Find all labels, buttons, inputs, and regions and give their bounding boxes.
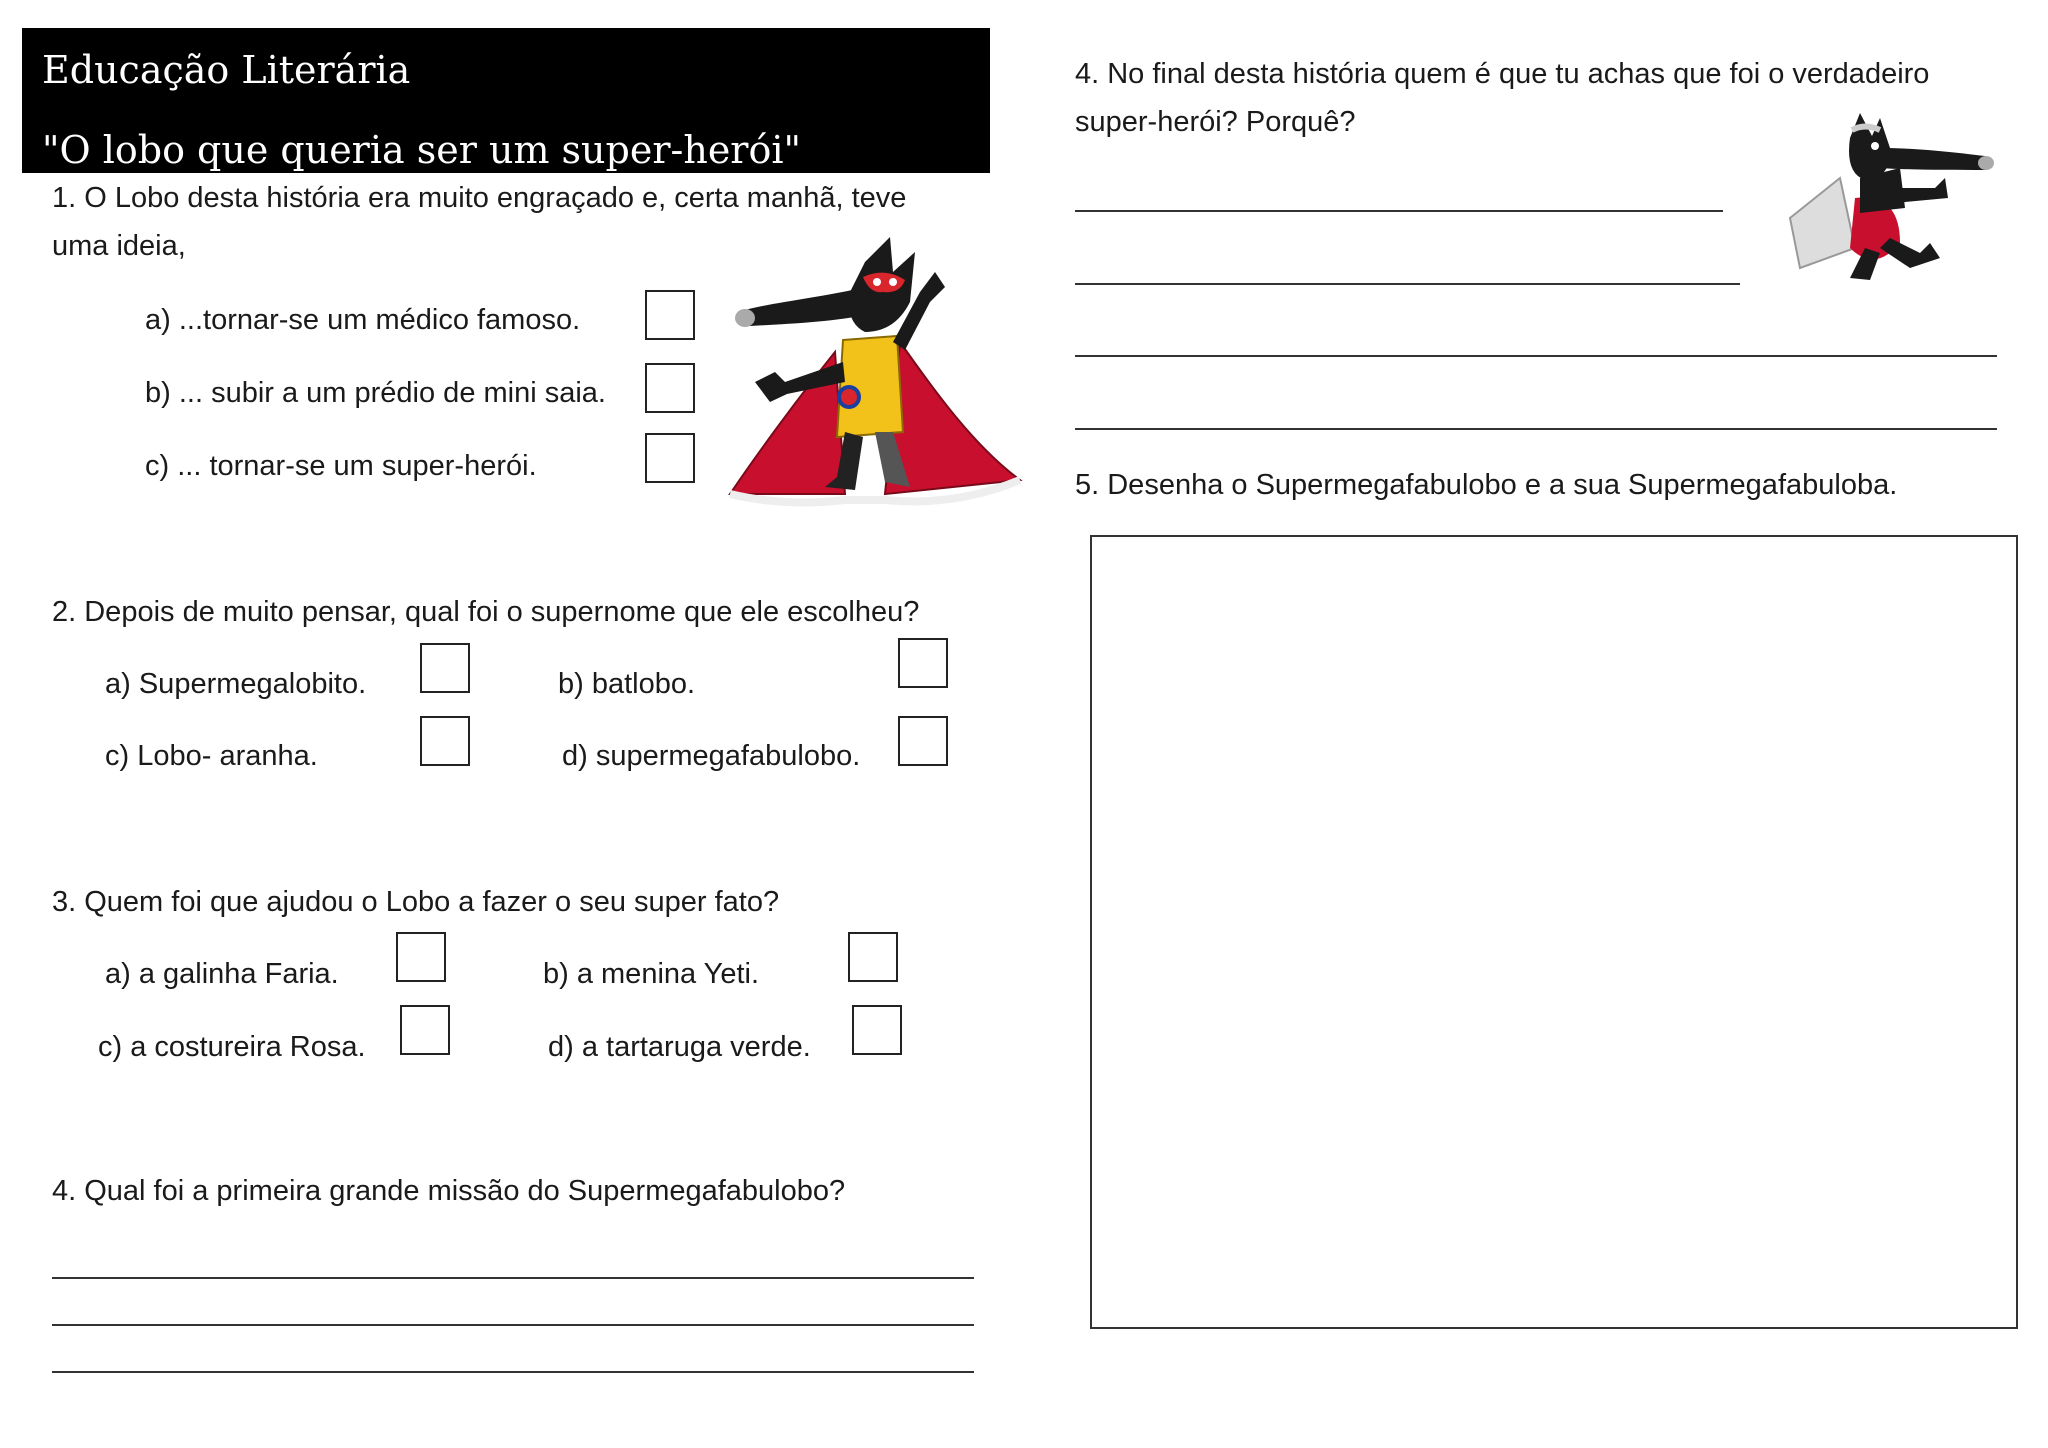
q4-hero-answer-line-2[interactable] [1075, 283, 1740, 285]
q2-checkbox-a[interactable] [420, 643, 470, 693]
q5-question: 5. Desenha o Supermegafabulobo e a sua Supermegafabuloba. [1075, 469, 1898, 501]
q1-option-a: a) ...tornar-se um médico famoso. [145, 304, 581, 336]
q2-checkbox-c[interactable] [420, 716, 470, 766]
q4-hero-question-line1: 4. No final desta história quem é que tu achas que foi o verdadeiro [1075, 58, 1930, 90]
q2-option-a: a) Supermegalobito. [105, 668, 367, 700]
story-title: "O lobo que queria ser um super-herói" [42, 128, 801, 172]
q3-checkbox-c[interactable] [400, 1005, 450, 1055]
q4-hero-question-line2: super-herói? Porquê? [1075, 106, 1356, 138]
q1-text-line2: uma ideia, [52, 230, 186, 262]
q2-option-d: d) supermegafabulobo. [562, 740, 861, 772]
q1-option-c: c) ... tornar-se um super-herói. [145, 450, 537, 482]
drawing-area[interactable] [1090, 535, 2018, 1329]
title-banner [22, 28, 990, 173]
q3-option-b: b) a menina Yeti. [543, 958, 760, 990]
q3-question: 3. Quem foi que ajudou o Lobo a fazer o seu super fato? [52, 886, 780, 918]
q2-checkbox-d[interactable] [898, 716, 948, 766]
q4-mission-question: 4. Qual foi a primeira grande missão do Supermegafabulobo? [52, 1175, 846, 1207]
q3-checkbox-b[interactable] [848, 932, 898, 982]
q4-hero-answer-line-3[interactable] [1075, 355, 1997, 357]
q3-checkbox-a[interactable] [396, 932, 446, 982]
q1-checkbox-c[interactable] [645, 433, 695, 483]
q4-answer-line-3[interactable] [52, 1371, 974, 1373]
q4-answer-line-2[interactable] [52, 1324, 974, 1326]
q2-option-b: b) batlobo. [558, 668, 696, 700]
q2-checkbox-b[interactable] [898, 638, 948, 688]
q4-hero-answer-line-1[interactable] [1075, 210, 1723, 212]
q1-option-b: b) ... subir a um prédio de mini saia. [145, 377, 606, 409]
q1-checkbox-b[interactable] [645, 363, 695, 413]
running-wolf-illustration [1780, 108, 2000, 283]
q3-checkbox-d[interactable] [852, 1005, 902, 1055]
q2-option-c: c) Lobo- aranha. [105, 740, 318, 772]
q1-text-line1: 1. O Lobo desta história era muito engraçado e, certa manhã, teve [52, 182, 907, 214]
q3-option-a: a) a galinha Faria. [105, 958, 339, 990]
superhero-wolf-illustration [725, 232, 1025, 517]
q3-option-d: d) a tartaruga verde. [548, 1031, 811, 1063]
page-title: Educação Literária [42, 48, 411, 92]
q4-hero-answer-line-4[interactable] [1075, 428, 1997, 430]
q3-option-c: c) a costureira Rosa. [98, 1031, 366, 1063]
q4-answer-line-1[interactable] [52, 1277, 974, 1279]
q1-checkbox-a[interactable] [645, 290, 695, 340]
q2-question: 2. Depois de muito pensar, qual foi o supernome que ele escolheu? [52, 596, 920, 628]
